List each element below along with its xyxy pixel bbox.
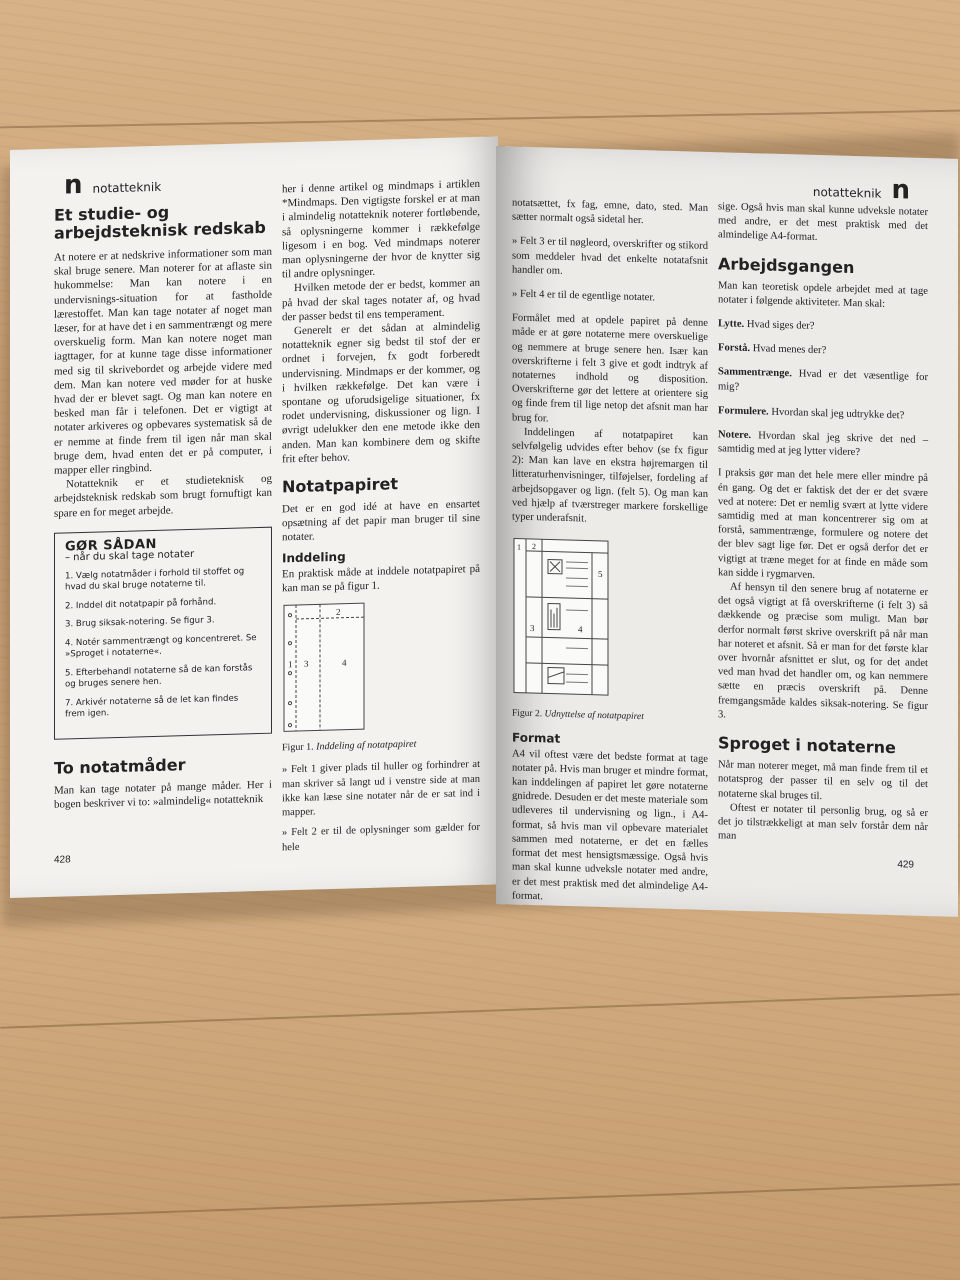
header-word: notatteknik (92, 179, 162, 196)
paragraph: A4 vil oftest være det bedste format at tage notater på. Hvis man bruger et mindre format, kan inddelingen af papiret let gøre notaterne gnidrede. Desuden er det meste materiale som udleveres til undervisning og lign., i A4-format, så hvis man vil opbevare materialet sammen med notaterne, er det en fælles format det mest hensigtsmæssige. Også hvis man skal kunne udveksle notater med andre, er det mest praktisk med det almindelige A4-format. (512, 748, 708, 903)
right-column-2 (718, 200, 928, 849)
paragraph: » Felt 4 er til de egentlige notater. (512, 288, 655, 304)
activity-text: Hvordan skal jeg udtrykke det? (771, 406, 905, 422)
figure-1 (282, 598, 480, 742)
figure-1-label: 2 (336, 607, 341, 618)
left-running-header (64, 168, 161, 201)
box-item: 5. Efterbehandl notaterne så de kan forstås og bruges senere hen. (65, 663, 253, 690)
activity (718, 317, 928, 337)
box-item: 2. Inddel dit notatpapir på forhånd. (65, 597, 217, 612)
activity-term: Forstå. (718, 342, 751, 355)
box-item: 7. Arkivér notaterne så de let kan findes frem igen. (65, 693, 239, 720)
section-title: Arbejdsgangen (718, 253, 855, 277)
figure-2-label: 4 (578, 624, 583, 635)
section-title: Sproget i notaterne (718, 733, 896, 758)
paragraph: Når man noterer meget, må man finde frem til et notatsprog der passer til en selv og til det notaterne skal bruges til. (718, 759, 928, 802)
page-number: 429 (897, 859, 914, 871)
right-running-header (813, 173, 910, 206)
figure-1-label: 3 (304, 658, 309, 670)
box-item: 1. Vælg notatmåder i forhold til stoffet og hvad du skal bruge notaterne til. (65, 566, 245, 593)
paragraph: Oftest er notater til personlig brug, og så er det jo tilstrækkeligt at man selv forstår dem når man (718, 802, 928, 842)
paragraph: Generelt er det sådan at almindelig notatteknik egner sig bedst til stof der er ordnet i forvejen, fx godt forberedt undervisning. Mindmaps er der kommer, og i hvilken rækkefølge. Det kan være i spontane og uforudsigelige situationer, fx rodet undervisning, diskussioner og lign. I øvrigt udelukker den ene metode ikke den anden. Man kan kombinere dem og skifte frit efter behov. (282, 319, 480, 466)
subsection-title: Format (512, 730, 561, 747)
section-title: Notatpapiret (282, 474, 399, 497)
left-column-2 (282, 177, 480, 855)
right-column-1 (512, 196, 708, 908)
floor-plank-seam (0, 110, 960, 129)
header-letter: n (64, 169, 83, 201)
activity-term: Lytte. (718, 318, 745, 330)
left-column-1 (54, 201, 272, 812)
figure-2-label: 2 (532, 542, 536, 552)
how-to-box (54, 527, 272, 740)
figure-2-label: 1 (517, 542, 521, 552)
paragraph: notatsættet, fx fag, emne, dato, sted. Man sætter normalt også sidetal her. (512, 197, 708, 227)
activity-text: Hvordan skal jeg skrive det ned – samtidig med at jeg lytter videre? (718, 430, 929, 459)
caption-text: Inddeling af notatpapiret (316, 738, 417, 753)
paragraph: » Felt 1 giver plads til huller og forhindrer at man skriver så langt ud i venstre side at man ikke kan læse sine notater når de er sat ind i mapper. (282, 759, 480, 819)
activity-term: Sammentrænge. (718, 366, 792, 380)
box-title: GØR SÅDAN (65, 536, 157, 555)
floor-plank-seam (0, 993, 959, 1029)
figure-1-drawing (282, 598, 480, 738)
paragraph: Inddelingen af notatpapiret kan selvfølgelig udvides efter behov (se fx figur 2): Man kan lave en ekstra højremargen til litteraturhenvisninger, tilføjelser, fordeling af arbejdsopgaver og lign. (felt 5). Og man kan ved hjælp af tværstreger markere forskellige typer underafsnit. (512, 426, 708, 525)
box-subtitle: – når du skal tage notater (65, 549, 195, 564)
paragraph: Man kan tage notater på mange måder. Her i bogen beskriver vi to: »almindelig« notatteknik (54, 778, 272, 811)
activity-term: Notere. (718, 429, 752, 442)
figure-2 (512, 537, 708, 712)
header-word: notatteknik (812, 184, 882, 201)
paragraph: Af hensyn til den senere brug af notaterne er det også vigtigt at få overskrifterne (i felt 3) så dækkende og præcise som muligt. Man bør derfor normalt først skrive overskrift på når man har noteret et afsnit. Så er man for det første klar over hvornår afsnittet er slut, og for det andet ved man hvad det handler om, og kan nemmere sætte en præcis overskrift på. Denne fremgangsmåde kaldes siksak-notering. Se figur 3. (718, 581, 928, 721)
figure-1-label: 4 (342, 657, 347, 669)
figure-2-label: 5 (598, 569, 603, 580)
paragraph: Hvilken metode der er bedst, kommer an på hvad der skal tages notater af, og hvad der passer bedst til ens temperament. (282, 277, 480, 324)
right-page (496, 146, 958, 917)
subsection-title: Inddeling (282, 549, 346, 566)
paragraph: her i denne artikel og mindmaps i artiklen *Mindmaps. Den vigtigste forskel er at man i almindelig notatteknik noterer fortløbende, så oplysningerne kommer i rækkefølge ligesom i en bog. Ved mindmaps noterer man oplysningerne der hvor de knytter sig til andre oplysninger. (282, 177, 480, 281)
paragraph: sige. Også hvis man skal kunne udveksle notater med andre, er det mest praktisk med det almindelige A4-format. (718, 201, 928, 244)
activity-text: Hvad menes der? (752, 343, 827, 357)
paragraph: Notatteknik er et studieteknisk og arbejdsteknisk redskab som brugt fornuftigt kan spare en for meget arbejde. (54, 472, 272, 520)
caption-text: Udnyttelse af notatpapiret (544, 709, 644, 723)
box-item: 3. Brug siksak-notering. Se figur 3. (65, 615, 215, 630)
caption-prefix: Figur 1. (282, 741, 314, 754)
paragraph: At notere er at nedskrive informationer som man skal bruge senere. Man noterer for at aflaste sin hukommelse: Man kan notere i en undervisnings-situation for at fastholde lærestoffet. Man kan tage notater af noget man læser, for at have det i en sammentrængt og mere overskuelig form. Man kan notere noget man iagttager, for at kunne tage disse informationer med sig til skrivebordet og arbejde videre med dem. Man kan notere ved møder for at huske hvad der er blevet sagt. Og man kan notere en besked man får i telefonen. Det er vigtigt at notater arkiveres og opbevares systematisk så de er nemme at finde frem til igen når man skal bruge dem, hvad enten det er på computer, i mapper eller ringbind. (54, 245, 272, 477)
activity-text: Hvad siges der? (746, 319, 815, 332)
figure-2-drawing (512, 537, 610, 700)
box-item: 4. Notér sammentrængt og koncentreret. Se »Sproget i notaterne«. (65, 632, 257, 660)
paragraph: En praktisk måde at inddele notatpapiret på kan man se på figur 1. (282, 562, 480, 595)
activity-text: Hvad er det væsentlige for mig? (718, 368, 928, 393)
paragraph: Det er en god idé at have en ensartet opsætning af det papir man bruger til sine notater. (282, 497, 480, 544)
section-title: To notatmåder (54, 754, 186, 778)
paragraph: Man kan teoretisk opdele arbejdet med at tage notater i følgende aktiviteter. Man skal: (718, 279, 928, 310)
paragraph: Formålet med at opdele papiret på denne måde er at gøre notaterne mere overskuelige og nemmere at bruge senere hen. Især kan overskrifterne i felt 3 give et godt indtryk af notaternes indhold og disposition. Overskrifterne gør det lettere at orientere sig og finde frem til lige netop det afsnit man har brug for. (512, 312, 708, 425)
left-page (10, 136, 498, 898)
paragraph: I praksis gør man det hele mere eller mindre på én gang. Og det er faktisk det der er det svære ved at notere: Det er nemlig svært at lytte videre samtidig med at man koncentrerer sig om at forstå, sammentrænge, formulere og notere det der blev sagt lige før. Det er også derfor det er vigtigt at træne meget for at finde en måde som kan sidde i rygmarven. (718, 467, 928, 581)
activity (718, 366, 928, 400)
activity (718, 341, 928, 361)
figure-2-label: 3 (530, 623, 535, 634)
figure-1-label: 1 (288, 659, 293, 670)
activity (718, 404, 928, 424)
activity-term: Formulere. (718, 405, 769, 418)
article-title: Et studie- og arbejdsteknisk redskab (54, 202, 266, 243)
activity (718, 428, 928, 462)
page-number: 428 (54, 854, 71, 866)
floor-plank-seam (0, 1183, 959, 1219)
caption-prefix: Figur 2. (512, 708, 543, 720)
paragraph: » Felt 2 er til de oplysninger som gælder for hele (282, 822, 480, 853)
header-letter: n (891, 175, 910, 206)
paragraph: » Felt 3 er til nøgleord, overskrifter og stikord som meddeler hvad det enkelte notatafsnit handler om. (512, 235, 708, 277)
